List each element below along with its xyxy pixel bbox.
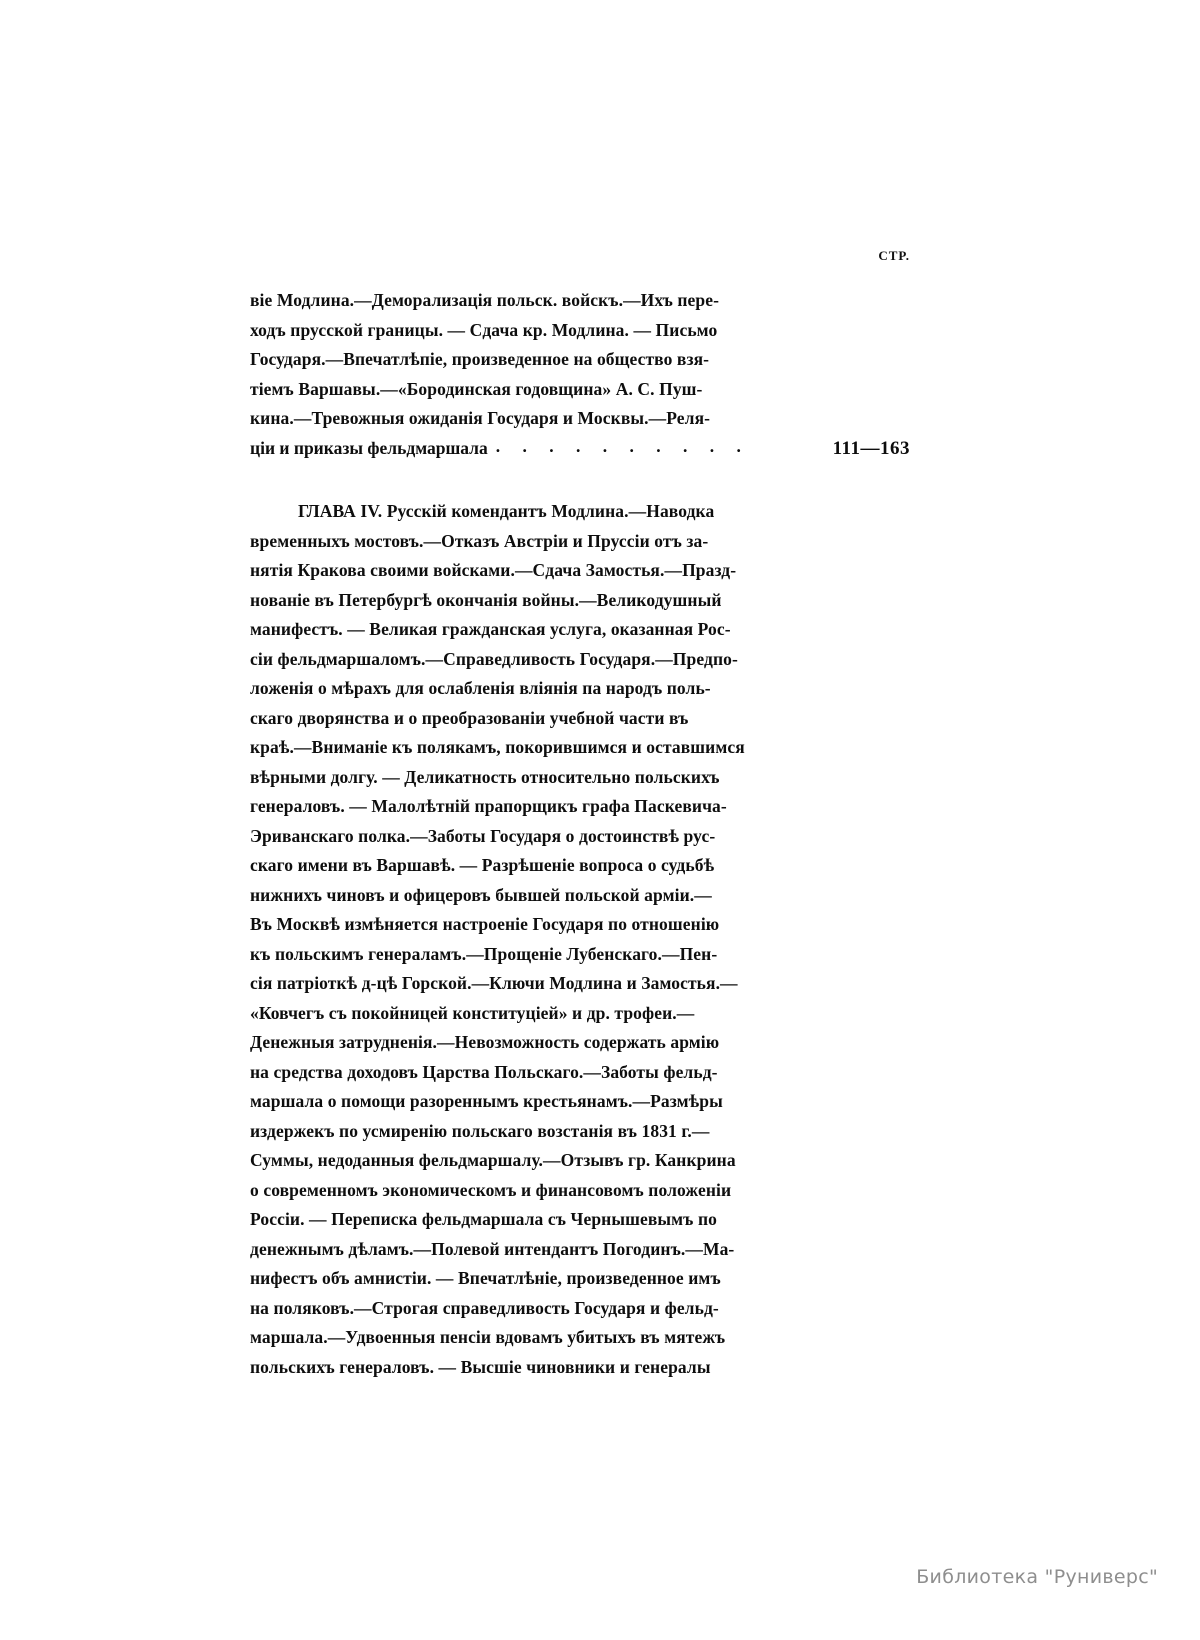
toc-entry-line: ложенія о мѣрахъ для ослабленія вліянія па народъ поль- [250,678,711,698]
toc-entry-line: Россіи. — Переписка фельдмаршала съ Чернышевымъ по [250,1209,717,1229]
toc-entry-line: издержекъ по усмиренію польскаго возстанія въ 1831 г.— [250,1120,710,1141]
toc-entry-line: тіемъ Варшавы.—«Бородинская годовщина» А. С. Пуш- [250,378,703,399]
toc-entry-line: на поляковъ.—Строгая справедливость Государя и фельд- [250,1297,719,1318]
toc-entry-line: маршала.—Удвоенныя пенсіи вдовамъ убитыхъ въ мятежъ [250,1327,726,1347]
toc-entry-modlin [250,286,910,463]
toc-entry-line: нованіе въ Петербургѣ окончанія войны.—Великодушный [250,589,722,610]
toc-entry-line: вѣрными долгу. — Деликатность относительно польскихъ [250,766,720,787]
toc-entry-chapter-4 [250,497,910,1382]
toc-chapter-line: ГЛАВА IV. Русскій комендантъ Модлина.—Наводка [298,501,715,521]
toc-entry-line: польскихъ генераловъ. — Высшіе чиновники и генералы [250,1356,711,1377]
toc-entry-line: временныхъ мостовъ.—Отказъ Австріи и Пруссіи отъ за- [250,530,709,551]
toc-entry-line: о современномъ экономическомъ и финансовомъ положеніи [250,1179,732,1200]
toc-entry-line: скаго имени въ Варшавѣ. — Разрѣшеніе вопроса о судьбѣ [250,855,715,875]
toc-entry-line: нифестъ объ амнистіи. — Впечатлѣніе, произведенное имъ [250,1268,721,1288]
toc-entry-line: краѣ.—Вниманіе къ полякамъ, покорившимся и оставшимся [250,737,745,757]
toc-entry-line [250,497,910,527]
toc-entry-line: Въ Москвѣ измѣняется настроеніе Государя по отношенію [250,914,720,934]
toc-entry-last-line [250,434,910,464]
table-of-contents [250,248,910,1382]
toc-entry-line: денежнымъ дѣламъ.—Полевой интендантъ Погодинъ.—Ма- [250,1238,735,1259]
toc-entry-line: манифестъ. — Великая гражданская услуга, оказанная Рос- [250,619,731,639]
toc-entry-line: вie Модлина.—Деморализація польск. войскъ.—Ихъ пере- [250,290,720,310]
toc-entry-line: ходъ прусской границы. — Сдача кр. Модлина. — Письмо [250,319,718,340]
library-watermark: Библиотека "Руниверс" [916,1566,1158,1588]
toc-entry-line: Государя.—Впечатлѣпіе, произведенное на общество взя- [250,349,710,369]
toc-entry-line: Суммы, недоданныя фельдмаршалу.—Отзывъ гр. Канкрина [250,1150,736,1170]
toc-entry-line: сіи фельдмаршаломъ.—Справедливость Государя.—Предпо- [250,648,738,669]
toc-entry-line: къ польскимъ генераламъ.—Прощеніе Лубенскаго.—Пен- [250,943,718,964]
page-column-header: СТР. [878,248,910,263]
toc-entry-line: Эриванскаго полка.—Заботы Государя о достоинствѣ рус- [250,825,716,846]
toc-entry-line: сія патріоткѣ д-цѣ Горской.—Ключи Модлина и Замостья.— [250,973,738,993]
toc-leader-dots: . . . . . . . . . . [495,435,750,456]
toc-entry-line: нятія Кракова своими войсками.—Сдача Замостья.—Празд- [250,560,737,580]
toc-entry-line: кина.—Тревожныя ожиданія Государя и Москвы.—Реля- [250,408,711,428]
toc-page-range: 111—163 [832,437,910,459]
toc-entry-line: Денежныя затрудненія.—Невозможность содержать армію [250,1032,720,1052]
toc-entry-line: на средства доходовъ Царства Польскаго.—Заботы фельд- [250,1061,718,1082]
toc-entry-line: нижнихъ чиновъ и офицеровъ бывшей польской арміи.— [250,884,712,905]
toc-entry-line: скаго дворянства и о преобразованіи учебной части въ [250,707,689,728]
toc-entry-line: генераловъ. — Малолѣтній прапорщикъ графа Паскевича- [250,796,727,816]
toc-entry-text: ціи и приказы фельдмаршала [250,437,488,458]
toc-entry-line: «Ковчегъ съ покойницей конституціей» и др. трофеи.— [250,1002,695,1023]
toc-entry-line: маршала о помощи разореннымъ крестьянамъ.—Размѣры [250,1091,723,1111]
